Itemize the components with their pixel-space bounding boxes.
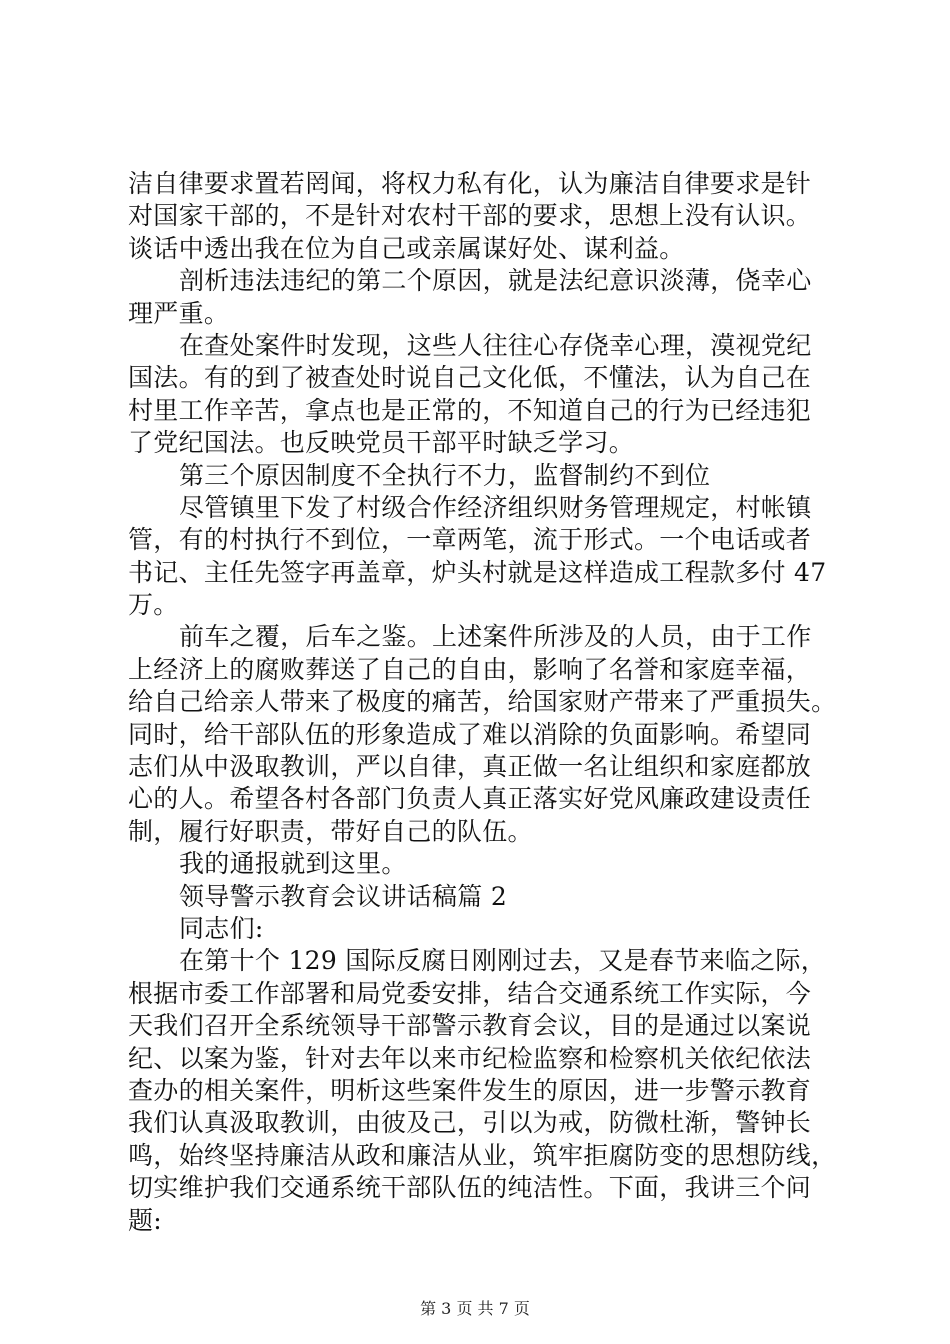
text-line: 上经济上的腐败葬送了自己的自由，影响了名誉和家庭幸福， (128, 654, 812, 684)
text-line: 管，有的村执行不到位，一章两笔，流于形式。一个电话或者 (128, 525, 812, 555)
text-line: 心的人。希望各村各部门负责人真正落实好党风廉政建设责任 (128, 784, 812, 814)
text-line: 了党纪国法。也反映党员干部平时缺乏学习。 (128, 428, 635, 458)
text-line: 鸣，始终坚持廉洁从政和廉洁从业，筑牢拒腐防变的思想防线， (128, 1140, 837, 1170)
text-line: 切实维护我们交通系统干部队伍的纯洁性。下面，我讲三个问 (128, 1173, 812, 1203)
text-line: 谈话中透出我在位为自己或亲属谋好处、谋利益。 (128, 233, 685, 263)
text-line: 领导警示教育会议讲话稿篇 2 (179, 881, 508, 911)
text-line: 纪、以案为鉴，针对去年以来市纪检监察和检察机关依纪依法 (128, 1043, 812, 1073)
text-line: 在查处案件时发现，这些人往往心存侥幸心理，漠视党纪 (179, 330, 812, 360)
document-body (128, 168, 858, 1237)
text-line: 志们从中汲取教训，严以自律，真正做一名让组织和家庭都放 (128, 752, 812, 782)
text-line: 在第十个 129 国际反腐日刚刚过去，又是春节来临之际， (179, 946, 827, 976)
text-line: 同时，给干部队伍的形象造成了难以消除的负面影响。希望同 (128, 719, 812, 749)
text-line: 万。 (128, 590, 179, 620)
text-line: 根据市委工作部署和局党委安排，结合交通系统工作实际，今 (128, 978, 812, 1008)
text-line: 天我们召开全系统领导干部警示教育会议，目的是通过以案说 (128, 1011, 812, 1041)
text-line: 我们认真汲取教训，由彼及己，引以为戒，防微杜渐，警钟长 (128, 1108, 812, 1138)
text-line: 我的通报就到这里。 (179, 849, 407, 879)
text-line: 对国家干部的，不是针对农村干部的要求，思想上没有认识。 (128, 201, 812, 231)
text-line: 尽管镇里下发了村级合作经济组织财务管理规定，村帐镇 (179, 492, 812, 522)
text-line: 题: (128, 1205, 163, 1235)
text-line: 制，履行好职责，带好自己的队伍。 (128, 816, 533, 846)
text-line: 洁自律要求置若罔闻，将权力私有化，认为廉洁自律要求是针 (128, 169, 812, 198)
text-line: 同志们: (179, 913, 264, 943)
text-line: 第三个原因制度不全执行不力，监督制约不到位 (179, 460, 711, 490)
text-line: 理严重。 (128, 298, 230, 328)
text-line: 国法。有的到了被查处时说自己文化低，不懂法，认为自己在 (128, 363, 812, 393)
text-line: 书记、主任先签字再盖章，炉头村就是这样造成工程款多付 47 (128, 557, 827, 587)
page-footer: 第 3 页 共 7 页 (420, 1299, 530, 1318)
text-line: 给自己给亲人带来了极度的痛苦，给国家财产带来了严重损失。 (128, 687, 837, 717)
text-line: 村里工作辛苦，拿点也是正常的，不知道自己的行为已经违犯 (128, 395, 812, 425)
text-line: 前车之覆，后车之鉴。上述案件所涉及的人员，由于工作 (179, 622, 812, 652)
text-line: 剖析违法违纪的第二个原因，就是法纪意识淡薄，侥幸心 (179, 266, 812, 296)
text-line: 查办的相关案件，明析这些案件发生的原因，进一步警示教育 (128, 1075, 812, 1105)
